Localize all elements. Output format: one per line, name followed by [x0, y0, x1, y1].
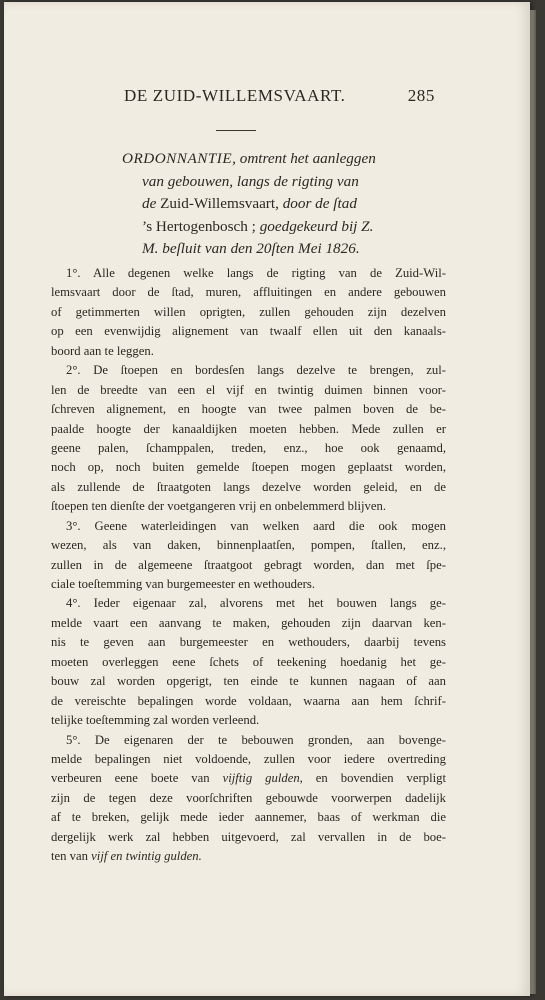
text-line: 3°. Geene waterleidingen van welken aard die ook mogen: [66, 518, 446, 533]
italic-amount: vijftig gulden: [222, 771, 300, 786]
text-line: telijke toeſtemming zal worden verleend.: [51, 713, 260, 728]
text-line: op een evenwijdig alignement van twaalf ellen uit den kanaals-: [51, 324, 446, 339]
text-line: of getimmerten willen oprigten, zullen gehouden zijn dezelven: [51, 304, 446, 319]
heading-line: [122, 193, 442, 216]
text-fragment: ten van: [51, 849, 92, 864]
text-line: af te breken, gelijk mede ieder aannemer, baas of werkman die: [51, 810, 446, 825]
text-line: lemsvaart door de ſtad, muren, affluitingen en andere gebouwen: [51, 285, 446, 300]
running-title: DE ZUID-WILLEMSVAART.: [124, 86, 346, 105]
heading-fragment: door de ſtad: [282, 195, 357, 212]
text-line: dergelijk werk zal hebben uitgevoerd, zal vervallen in de boe-: [51, 829, 446, 844]
heading-line: [122, 238, 442, 261]
text-line: bouw zal worden opgerigt, ten einde te kunnen nagaan of aan: [51, 674, 446, 689]
italic-amount: vijf en twintig gulden.: [91, 849, 202, 864]
text-line: [51, 769, 446, 788]
text-line: geene palen, ſchamppalen, treden, enz., hoe ook genaamd,: [51, 440, 446, 455]
text-fragment: , en bovendien verpligt: [299, 771, 446, 786]
text-line: 4°. Ieder eigenaar zal, alvorens met het bouwen langs ge-: [66, 596, 446, 611]
section-rule: [216, 130, 256, 131]
text-line: zijn de tegen deze voorſchriften gebouwde voorwerpen dadelijk: [51, 790, 446, 805]
text-line: [51, 847, 446, 866]
heading-line: [122, 216, 442, 239]
heading-fragment: Zuid-Willemsvaart,: [156, 195, 283, 212]
text-line: ſtoepen ten dienſte der voetgangeren vrij en onbelemmerd blijven.: [51, 499, 387, 514]
heading-fragment: goedgekeurd bij Z.: [259, 217, 374, 235]
heading-line: [122, 148, 442, 171]
running-head: [124, 86, 484, 110]
heading-fragment: de: [142, 195, 157, 212]
ordinance-heading: [122, 148, 442, 261]
text-line: len de breedte van een el vijf en twintig duimen binnen voor-: [51, 382, 446, 397]
text-line: nis te geven aan burgemeester en wethouders, daarbij tevens: [51, 635, 446, 650]
heading-fragment: ’s Hertogenbosch ;: [142, 217, 260, 235]
text-line: 5°. De eigenaren der te bebouwen gronden, aan bovenge-: [66, 732, 446, 747]
text-line: 1°. Alle degenen welke langs de rigting van de Zuid-Wil-: [66, 266, 446, 280]
text-line: 2°. De ſtoepen en bordesſen langs dezelve te brengen, zul-: [66, 363, 446, 378]
text-line: als zullende de ſtraatgoten langs dezelve worden geleid, en de: [51, 479, 446, 494]
heading-fragment: van gebouwen, langs de rigting van: [142, 172, 359, 190]
text-line: zullen in de algemeene ſtraatgoot gebragt worden, dan met ſpe-: [51, 557, 446, 572]
text-line: melde bepalingen niet voldoende, zullen voor iedere overtreding: [51, 751, 446, 766]
heading-fragment: , omtrent het aanleggen: [232, 150, 376, 167]
text-line: ſchreven alignement, en hoogte van twee palmen boven de be-: [51, 402, 446, 417]
text-line: paalde hoogte der kanaaldijken moeten hebben. Mede zullen er: [51, 421, 446, 436]
text-line: noch op, noch buiten gemelde ſtoepen mogen geplaatst worden,: [51, 460, 446, 475]
text-line: melde vaart een aanvang te maken, gehouden zijn daarvan ken-: [51, 615, 446, 630]
text-line: de vereischte bepalingen worde voldaan, waarna aan hem ſchrif-: [51, 693, 446, 708]
text-line: wezen, als van daken, binnenplaatſen, pompen, ſtallen, enz.,: [51, 538, 446, 553]
heading-line: [122, 171, 442, 194]
page-number: 285: [407, 86, 435, 105]
text-fragment: verbeuren eene boete van: [51, 771, 223, 786]
text-line: ciale toeſtemming van burgemeester en wethouders.: [51, 577, 315, 591]
text-line: moeten overleggen eene ſchets of teekening hoedanig het ge-: [51, 654, 446, 669]
ordinance-body: [51, 264, 446, 867]
book-page: [4, 2, 530, 996]
text-line: boord aan te leggen.: [51, 343, 154, 358]
heading-fragment: M. beſluit van den 20ſten Mei 1826.: [142, 240, 360, 257]
heading-fragment: ORDONNANTIE: [122, 150, 233, 167]
